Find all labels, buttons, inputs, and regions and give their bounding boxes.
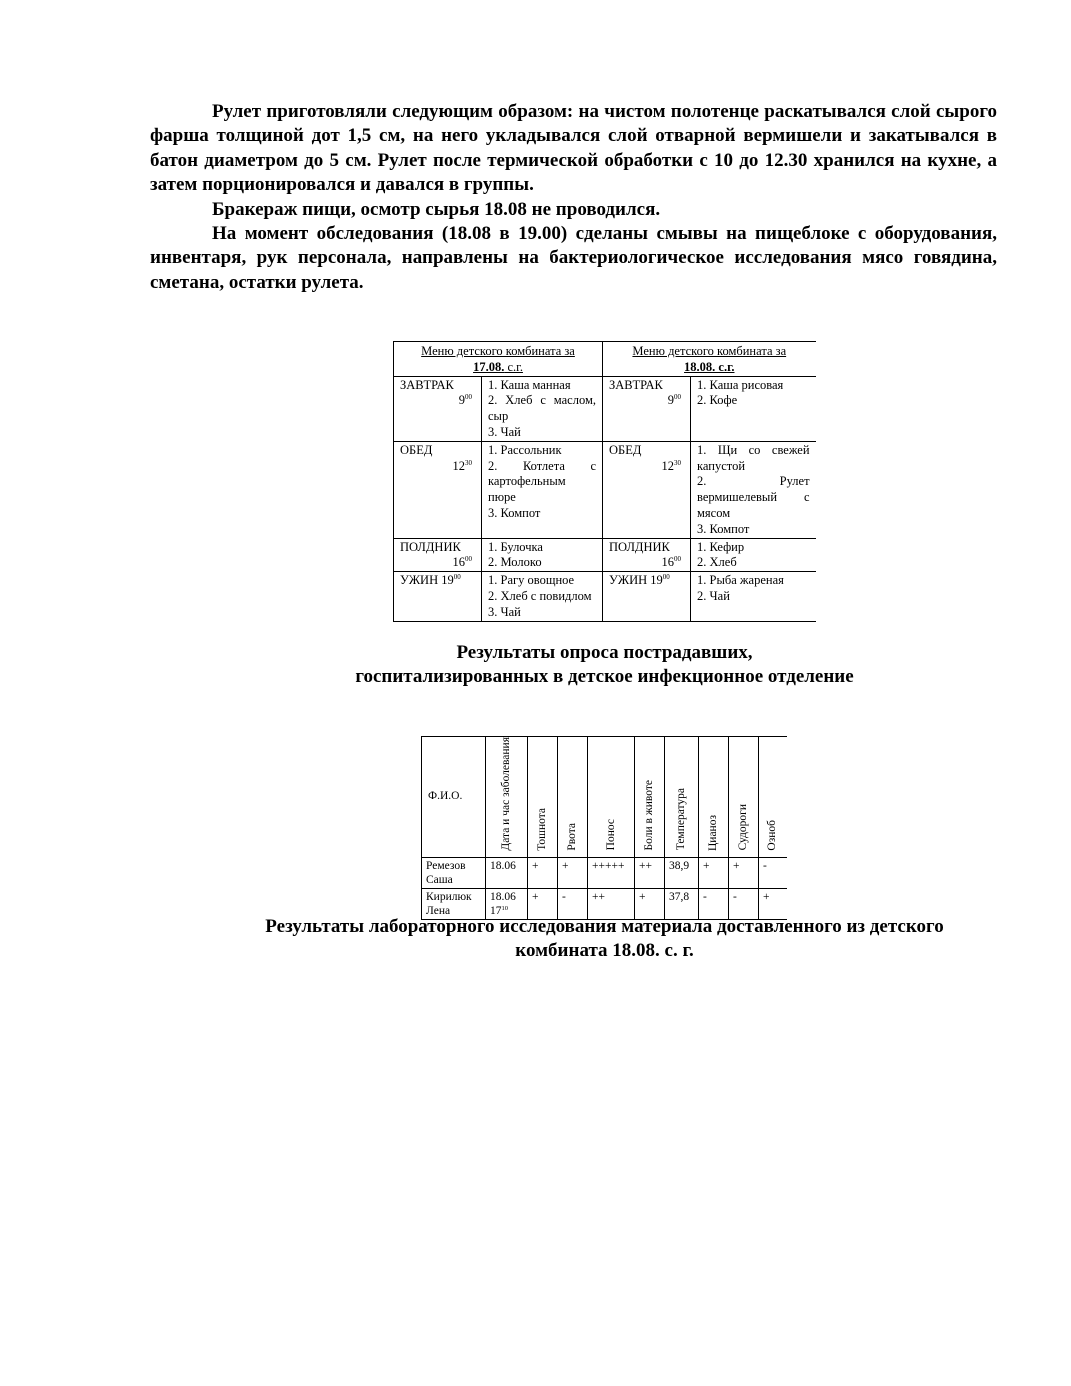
table-cell: -	[558, 888, 588, 919]
meal-cell: УЖИН $19^{00}$	[394, 572, 482, 621]
column-header: Судороги	[729, 737, 759, 858]
menu-header-right: Меню детского комбината за 18.08. с.г.	[603, 342, 816, 377]
meal-cell: ОБЕД $12^{30}$	[603, 441, 691, 538]
menu-items-right: 1. Щи со свежей капустой 2. Рулет вермишелевый с мясом 3. Компот	[691, 441, 816, 538]
table-cell: 38,9	[665, 857, 699, 888]
menu-items-right: 1. Кефир 2. Хлеб	[691, 538, 816, 572]
table-cell: +	[528, 888, 558, 919]
column-header: Тошнота	[528, 737, 558, 858]
meal-cell: УЖИН $19^{00}$	[603, 572, 691, 621]
column-header: Цианоз	[699, 737, 729, 858]
body-text	[150, 100, 997, 295]
table-cell: +	[635, 888, 665, 919]
paragraph: Рулет приготовляли следующим образом: на чистом полотенце раскатывался слой сырого фарша толщиной дот 1,5 см, на него укладывался слой отварной вермишели и закатывался в батон диаметром до 5 см. Рулет после термической обработки с 10 до 12.30 хранился на кухне, а затем порционировался и давался в группы.	[150, 101, 997, 196]
menu-items-left: 1. Каша манная 2. Хлеб с маслом, сыр 3. Чай	[482, 376, 603, 441]
column-header: Температура	[665, 737, 699, 858]
name-header: Ф.И.О.	[422, 737, 486, 858]
table-cell: +	[759, 888, 787, 919]
column-header: Понос	[588, 737, 635, 858]
menu-items-left: 1. Рагу овощное 2. Хлеб с повидлом 3. Чай	[482, 572, 603, 621]
table-cell: ++	[588, 888, 635, 919]
column-header: Рвота	[558, 737, 588, 858]
table-cell: +	[528, 857, 558, 888]
meal-cell: ЗАВТРАК $9^{00}$	[394, 376, 482, 441]
paragraph: Бракераж пищи, осмотр сырья 18.08 не проводился.	[212, 198, 661, 220]
onset-date: 18.06 $17^{10}$	[486, 888, 528, 919]
menu-row	[394, 538, 816, 572]
table-cell: -	[759, 857, 787, 888]
table-cell: +	[729, 857, 759, 888]
table-cell: 37,8	[665, 888, 699, 919]
menu-header-left: Меню детского комбината за 17.08. с.г.	[394, 342, 603, 377]
patient-name: Ремезов Саша	[422, 857, 486, 888]
column-header: Дата и час заболевания	[486, 737, 528, 858]
meal-cell: ПОЛДНИК $16^{00}$	[603, 538, 691, 572]
patient-name: Кирилюк Лена	[422, 888, 486, 919]
menu-items-right: 1. Каша рисовая 2. Кофе	[691, 376, 816, 441]
survey-table	[421, 736, 787, 920]
lab-results-title: Результаты лабораторного исследования материала доставленного из детского комбината 18.08. с. г.	[265, 916, 944, 961]
menu-row	[394, 572, 816, 621]
survey-header-row	[422, 737, 787, 858]
table-row	[422, 857, 787, 888]
menu-items-right: 1. Рыба жареная 2. Чай	[691, 572, 816, 621]
column-header: Боли в животе	[635, 737, 665, 858]
menu-header-row	[394, 342, 816, 377]
menu-row	[394, 376, 816, 441]
survey-title: Результаты опроса пострадавших, госпитализированных в детское инфекционное отделение	[355, 642, 854, 687]
onset-date: 18.06	[486, 857, 528, 888]
table-cell: -	[729, 888, 759, 919]
meal-cell: ПОЛДНИК $16^{00}$	[394, 538, 482, 572]
table-cell: +	[558, 857, 588, 888]
menu-table	[393, 341, 816, 622]
table-cell: +	[699, 857, 729, 888]
table-cell: +++++	[588, 857, 635, 888]
column-header: Озноб	[759, 737, 787, 858]
table-cell: ++	[635, 857, 665, 888]
meal-cell: ЗАВТРАК $9^{00}$	[603, 376, 691, 441]
meal-cell: ОБЕД $12^{30}$	[394, 441, 482, 538]
table-cell: -	[699, 888, 729, 919]
menu-items-left: 1. Булочка 2. Молоко	[482, 538, 603, 572]
menu-row	[394, 441, 816, 538]
paragraph: На момент обследования (18.08 в 19.00) сделаны смывы на пищеблоке с оборудования, инвентаря, рук персонала, направлены на бактериологическое исследования мясо говядина, сметана, остатки рулета.	[150, 223, 997, 293]
menu-items-left: 1. Рассольник 2. Котлета с картофельным пюре 3. Компот	[482, 441, 603, 538]
